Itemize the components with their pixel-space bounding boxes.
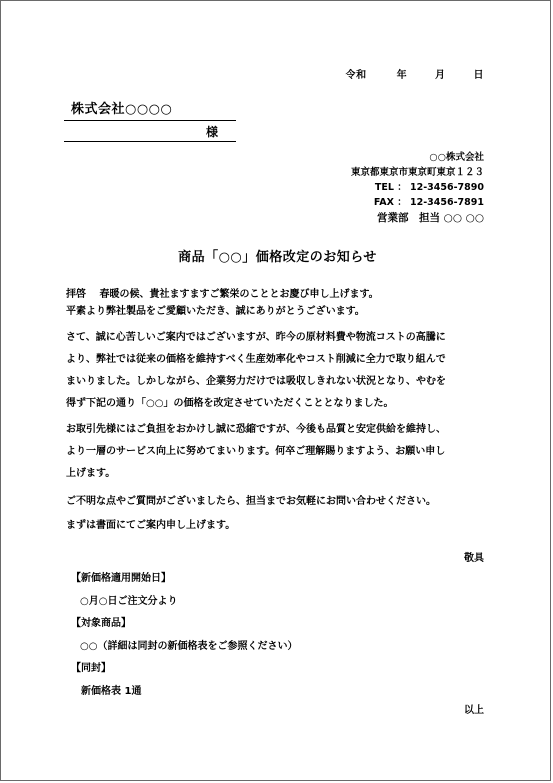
date-month: 月 bbox=[435, 70, 446, 81]
sender-fax: FAX ： 12-3456-7891 bbox=[373, 197, 484, 208]
sender-tel: TEL ： 12-3456-7890 bbox=[374, 182, 484, 193]
date-era: 令和 bbox=[345, 70, 367, 81]
sender-block bbox=[351, 150, 484, 226]
main-line-4: 得ず下記の通り「○○」の価格を改定させていただくこととなりました。 bbox=[66, 398, 394, 409]
greeting-line-2: 平素より弊社製品をご愛顧いただき、誠にありがとうございます。 bbox=[66, 306, 365, 317]
date-year: 年 bbox=[396, 70, 408, 81]
request-line-1: お取引先様にはご負担をおかけし誠に恐縮ですが、今後も品質と安定供給を維持し、 bbox=[66, 424, 446, 435]
recipient-company: 株式会社○○○○ bbox=[71, 102, 173, 117]
details-block bbox=[71, 568, 297, 703]
request-line-2: より一層のサービス向上に努めてまいります。何卒ご理解賜りますよう、お願い申し bbox=[66, 446, 446, 457]
closing-keigu: 敬具 bbox=[464, 553, 484, 564]
start-date-value: ○月○日ご注文分より bbox=[80, 595, 178, 607]
recipient-honorific: 様 bbox=[206, 125, 219, 139]
product-heading: 【対象商品】 bbox=[71, 618, 131, 629]
greeting-line-1: 拝啓 春暖の候、貴社ますますご繁栄のこととお慶び申し上げます。 bbox=[66, 289, 379, 300]
recipient-underline bbox=[64, 120, 236, 121]
sender-person: 営業部 担当 ○○ ○○ bbox=[377, 212, 484, 224]
summary-line: まずは書面にてご案内申し上げます。 bbox=[66, 520, 236, 531]
date-day: 日 bbox=[473, 70, 484, 81]
request-line-3: 上げます。 bbox=[66, 468, 116, 479]
inquiry-line: ご不明な点やご質問がございましたら、担当までお気軽にお問い合わせください。 bbox=[66, 496, 436, 507]
enclosure-value: 新価格表 1通 bbox=[81, 685, 142, 697]
start-date-heading: 【新価格適用開始日】 bbox=[71, 573, 171, 584]
sender-address: 東京都東京市東京町東京１２３ bbox=[350, 167, 484, 178]
sender-company: ○○株式会社 bbox=[429, 152, 484, 163]
closing-ijou: 以上 bbox=[464, 705, 484, 716]
date-line bbox=[346, 66, 484, 81]
letter-body bbox=[66, 286, 506, 534]
enclosure-heading: 【同封】 bbox=[71, 663, 111, 674]
main-line-3: まいりました。しかしながら、企業努力だけでは吸収しきれない状況となり、やむを bbox=[66, 376, 446, 387]
main-line-2: より、弊社では従来の価格を維持すべく生産効率化やコスト削減に全力で取り組んで bbox=[66, 354, 446, 365]
honorific-underline bbox=[64, 141, 236, 142]
main-line-1: さて、誠に心苦しいご案内ではございますが、昨今の原材料費や物流コストの高騰に bbox=[66, 332, 446, 343]
letter-title: 商品「○○」価格改定のお知らせ bbox=[178, 250, 377, 265]
product-value: ○○（詳細は同封の新価格表をご参照ください） bbox=[80, 640, 298, 652]
